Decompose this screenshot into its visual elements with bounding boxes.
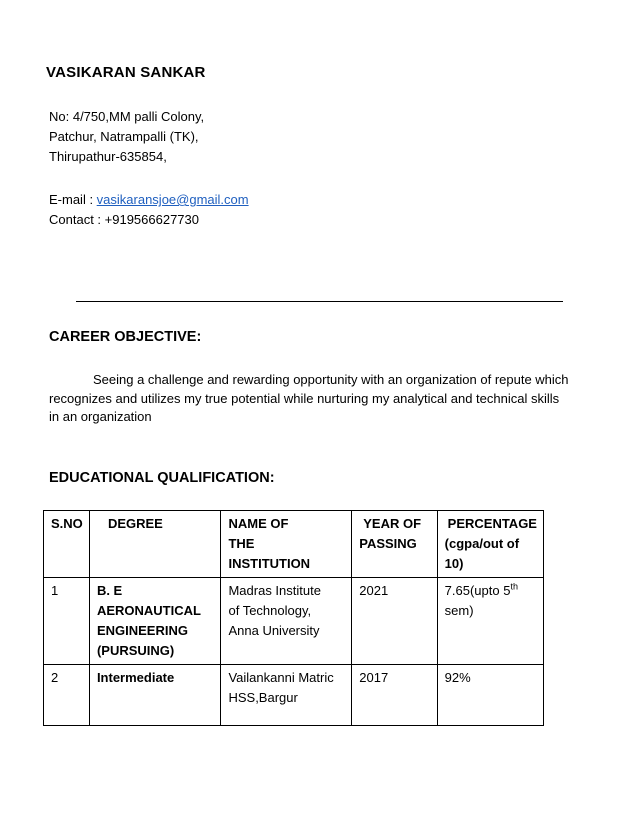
career-objective-heading: CAREER OBJECTIVE:: [49, 329, 202, 345]
institution-line: of Technology,: [228, 603, 312, 618]
header-year: [352, 511, 437, 578]
address-line: Patchur, Natrampalli (TK),: [49, 129, 199, 144]
email-link[interactable]: vasikaransjoe@gmail.com: [96, 192, 249, 207]
contact-number: Contact : +919566627730: [49, 212, 199, 227]
cell-sno: 1: [44, 578, 90, 665]
cell-degree: [89, 578, 221, 665]
cell-sno: 2: [44, 665, 90, 726]
header-institution: [221, 511, 352, 578]
institution-line: HSS,Bargur: [228, 690, 298, 705]
email-label: E-mail :: [49, 192, 97, 207]
degree-line: B. E: [96, 583, 123, 598]
cell-percentage: 92%: [437, 665, 543, 726]
degree-line: Intermediate: [96, 670, 175, 685]
cell-percentage: [437, 578, 543, 665]
cell-institution: [221, 665, 352, 726]
header-sno: S.NO: [44, 511, 90, 578]
education-heading: EDUCATIONAL QUALIFICATION:: [49, 470, 275, 486]
percentage-value: 7.65(upto 5: [444, 583, 511, 598]
institution-line: Vailankanni Matric: [228, 670, 334, 685]
institution-line: Madras Institute: [228, 583, 321, 598]
header-percentage-line: (cgpa/out of: [444, 536, 520, 551]
address-block: [49, 107, 204, 167]
divider-line: [76, 301, 563, 302]
email-line: [49, 190, 249, 210]
header-year-line: YEAR OF: [363, 516, 422, 531]
degree-line: AERONAUTICAL: [96, 603, 201, 618]
cell-year: 2021: [352, 578, 437, 665]
table-header-row: [44, 511, 544, 578]
objective-paragraph: Seeing a challenge and rewarding opportunity with an organization of repute which recognizes and utilizes my true potential while nurturing my analytical and technical skills in an organization: [49, 372, 569, 424]
header-year-line: PASSING: [359, 536, 417, 551]
cell-institution: [221, 578, 352, 665]
header-institution-line: INSTITUTION: [228, 556, 311, 571]
percentage-superscript: th: [510, 581, 518, 592]
header-institution-line: THE: [228, 536, 255, 551]
header-degree: DEGREE: [89, 511, 221, 578]
candidate-name: VASIKARAN SANKAR: [46, 64, 206, 81]
header-percentage-line: PERCENTAGE: [447, 516, 537, 531]
education-table: [43, 510, 544, 726]
institution-line: Anna University: [228, 623, 320, 638]
percentage-line: sem): [444, 603, 474, 618]
cell-year: 2017: [352, 665, 437, 726]
header-institution-line: NAME OF: [228, 516, 289, 531]
degree-line: ENGINEERING: [96, 623, 188, 638]
header-percentage-line: 10): [444, 556, 464, 571]
career-objective-text: [49, 371, 569, 427]
cell-degree: [89, 665, 221, 726]
address-line: Thirupathur-635854,: [49, 149, 167, 164]
header-percentage: [437, 511, 543, 578]
percentage-line: [445, 581, 537, 601]
degree-line: (PURSUING): [96, 643, 175, 658]
contact-block: [49, 190, 249, 230]
table-row: [44, 578, 544, 665]
address-line: No: 4/750,MM palli Colony,: [49, 109, 205, 124]
table-row: [44, 665, 544, 726]
